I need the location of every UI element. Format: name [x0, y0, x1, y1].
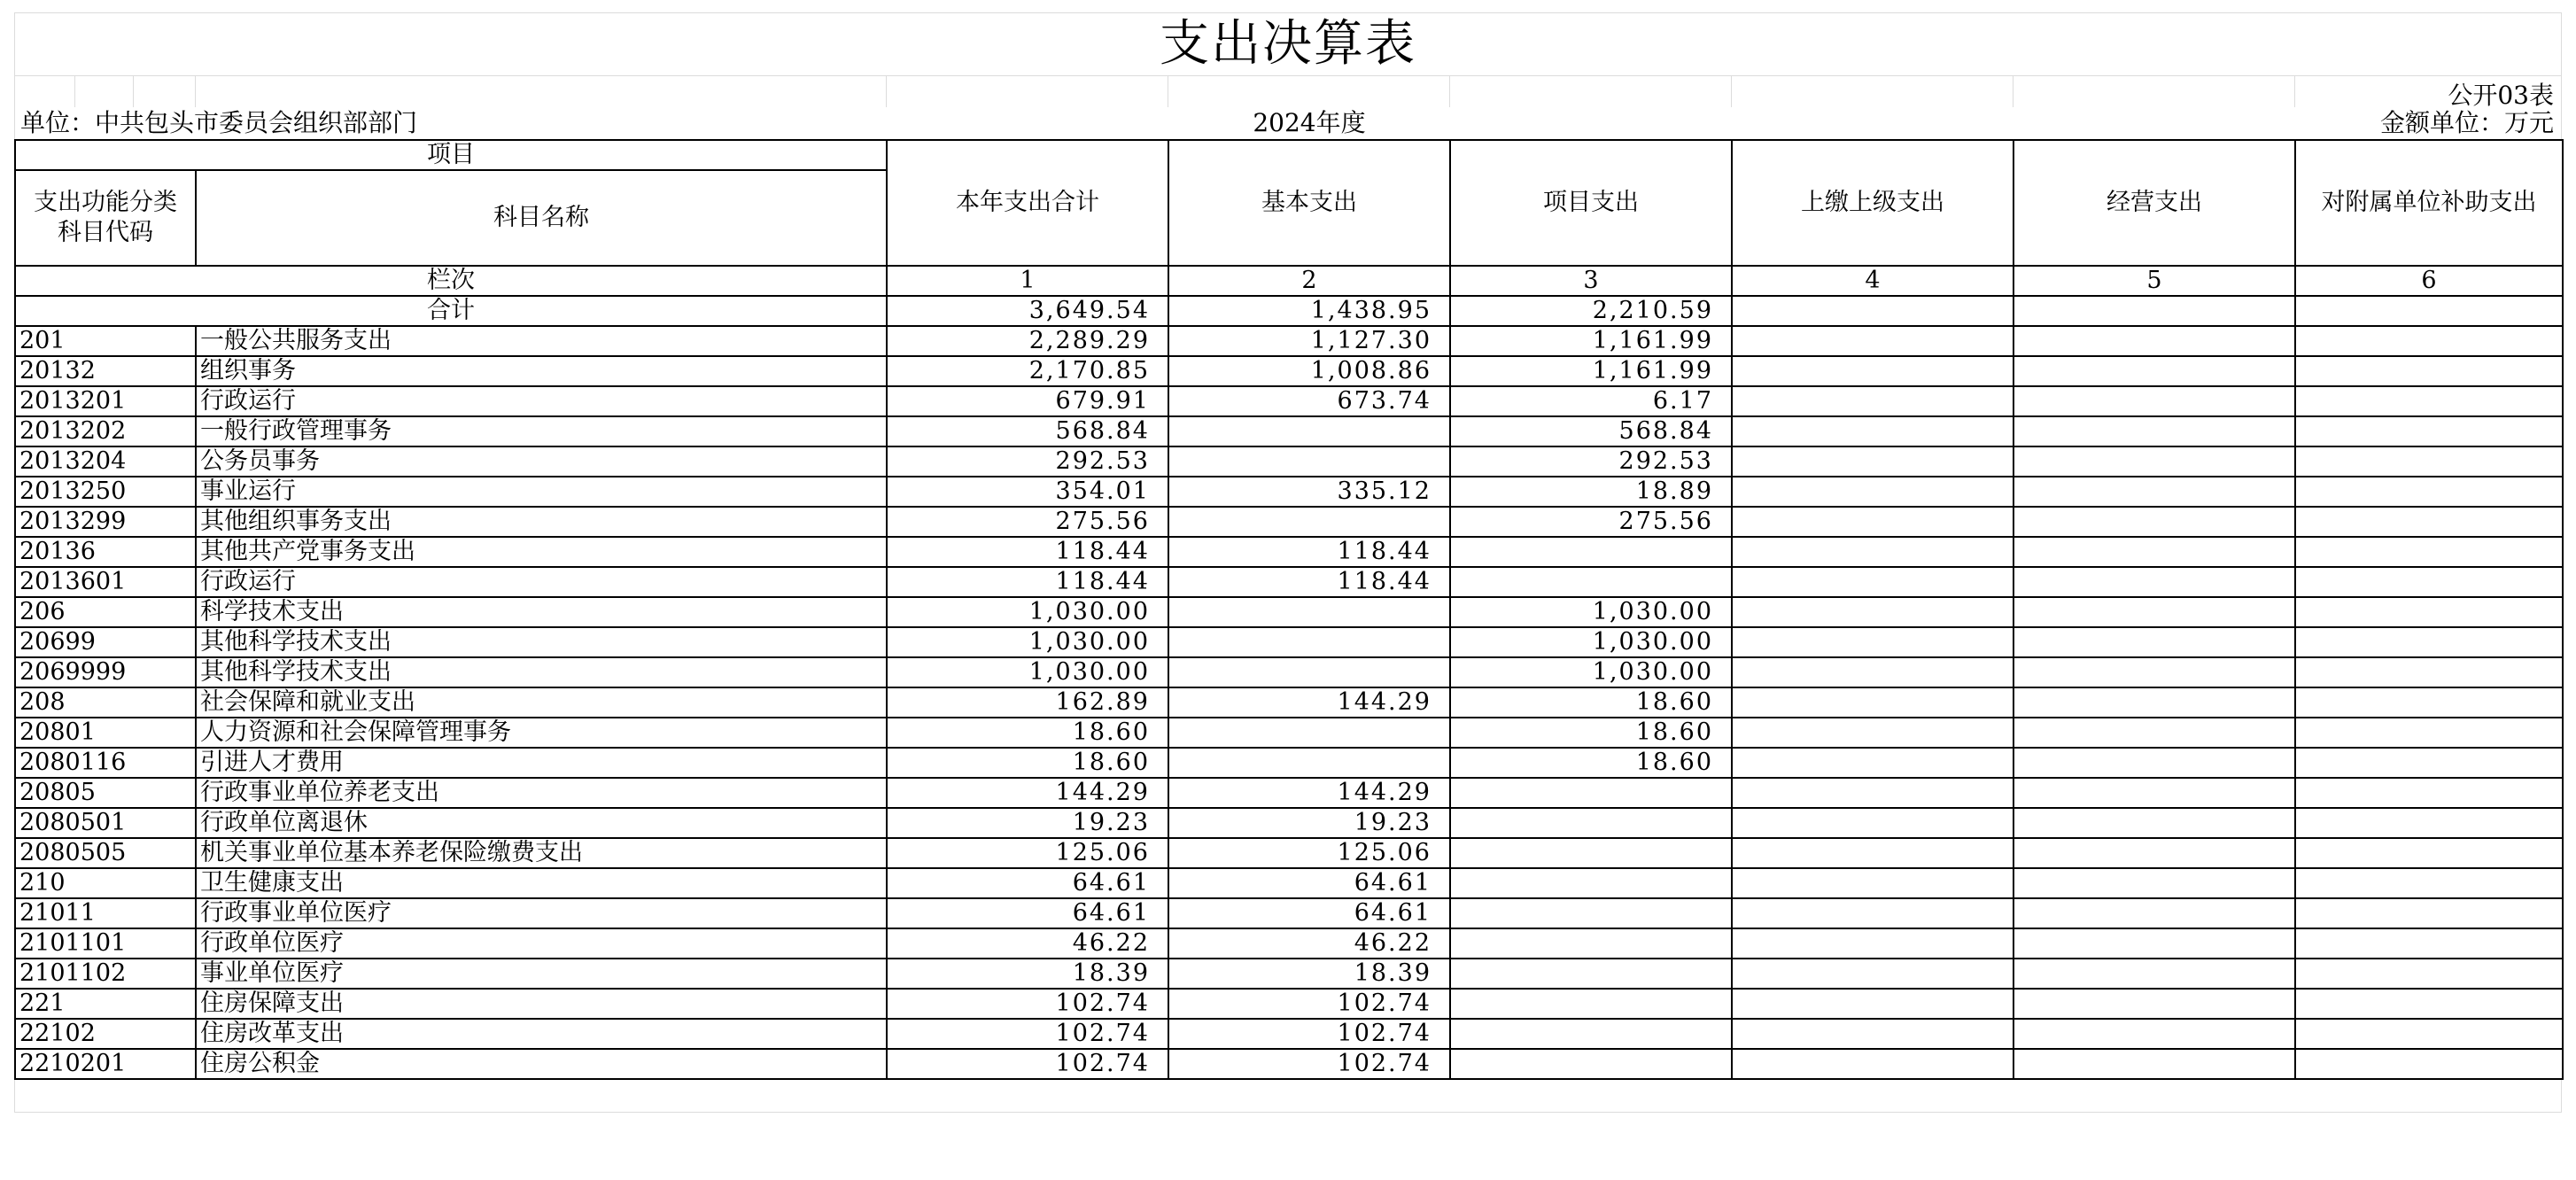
project-amount [1450, 898, 1732, 928]
subject-code: 2013299 [15, 507, 196, 537]
upper-amount [1732, 748, 2013, 778]
table-row [15, 657, 2563, 687]
project-amount [1450, 838, 1732, 868]
project-amount: 18.60 [1450, 687, 1732, 718]
subject-name: 其他组织事务支出 [196, 507, 887, 537]
col-total-header: 本年支出合计 [887, 140, 1168, 266]
total-amount: 1,030.00 [887, 597, 1168, 627]
upper-amount [1732, 296, 2013, 326]
table-row [15, 1019, 2563, 1049]
business-amount [2013, 687, 2295, 718]
subject-name: 行政运行 [196, 567, 887, 597]
row-index-label: 栏次 [15, 266, 887, 296]
subject-name: 事业单位医疗 [196, 959, 887, 989]
table-row [15, 778, 2563, 808]
upper-amount [1732, 778, 2013, 808]
table-row [15, 718, 2563, 748]
project-amount: 18.89 [1450, 477, 1732, 507]
col-business-header: 经营支出 [2013, 140, 2295, 266]
upper-amount [1732, 627, 2013, 657]
grid-cell [15, 75, 75, 107]
subsidy-amount [2295, 687, 2563, 718]
business-amount [2013, 778, 2295, 808]
table-row [15, 446, 2563, 477]
total-amount: 2,289.29 [887, 326, 1168, 356]
table-id: 公开03表 [2295, 75, 2562, 107]
subject-code: 2013201 [15, 386, 196, 416]
basic-amount: 673.74 [1168, 386, 1450, 416]
business-amount [2013, 326, 2295, 356]
upper-amount [1732, 687, 2013, 718]
upper-amount [1732, 1049, 2013, 1079]
subsidy-amount [2295, 326, 2563, 356]
business-amount [2013, 657, 2295, 687]
subject-code: 21011 [15, 898, 196, 928]
business-amount [2013, 537, 2295, 567]
subsidy-amount [2295, 386, 2563, 416]
basic-amount: 19.23 [1168, 808, 1450, 838]
total-label: 合计 [15, 296, 887, 326]
subject-code: 20136 [15, 537, 196, 567]
basic-amount [1168, 718, 1450, 748]
table-row [15, 386, 2563, 416]
table-row [15, 356, 2563, 386]
subject-name: 其他科学技术支出 [196, 627, 887, 657]
subject-name: 组织事务 [196, 356, 887, 386]
subject-name: 科学技术支出 [196, 597, 887, 627]
business-amount [2013, 477, 2295, 507]
subject-code: 206 [15, 597, 196, 627]
upper-amount [1732, 1019, 2013, 1049]
basic-amount: 102.74 [1168, 1019, 1450, 1049]
subsidy-amount [2295, 567, 2563, 597]
table-row [15, 748, 2563, 778]
project-amount [1450, 567, 1732, 597]
basic-amount [1168, 627, 1450, 657]
business-amount [2013, 868, 2295, 898]
subsidy-amount [2295, 838, 2563, 868]
basic-amount: 118.44 [1168, 537, 1450, 567]
project-amount [1450, 989, 1732, 1019]
total-amount: 18.60 [887, 748, 1168, 778]
subsidy-amount [2295, 1019, 2563, 1049]
grid-cell [1168, 75, 1450, 107]
basic-amount: 1,127.30 [1168, 326, 1450, 356]
subsidy-amount [2295, 356, 2563, 386]
subsidy-amount [2295, 748, 2563, 778]
subject-code: 2069999 [15, 657, 196, 687]
business-amount [2013, 808, 2295, 838]
subsidy-amount [2295, 808, 2563, 838]
subsidy-amount [2295, 657, 2563, 687]
fiscal-year: 2024年度 [1253, 108, 1366, 137]
subject-code: 2210201 [15, 1049, 196, 1079]
basic-amount: 102.74 [1168, 989, 1450, 1019]
project-amount [1450, 1049, 1732, 1079]
col-index: 6 [2295, 266, 2563, 296]
project-amount: 568.84 [1450, 416, 1732, 446]
upper-amount [1732, 507, 2013, 537]
total-amount: 354.01 [887, 477, 1168, 507]
grid-cell [75, 75, 134, 107]
project-amount: 275.56 [1450, 507, 1732, 537]
basic-amount: 18.39 [1168, 959, 1450, 989]
business-amount [2013, 1019, 2295, 1049]
subsidy-amount [2295, 1049, 2563, 1079]
basic-amount: 1,008.86 [1168, 356, 1450, 386]
subject-name: 住房保障支出 [196, 989, 887, 1019]
business-amount [2013, 1049, 2295, 1079]
total-amount: 64.61 [887, 898, 1168, 928]
project-amount: 1,030.00 [1450, 657, 1732, 687]
subject-name: 行政事业单位养老支出 [196, 778, 887, 808]
total-amount: 102.74 [887, 1019, 1168, 1049]
project-amount: 6.17 [1450, 386, 1732, 416]
table-row [15, 326, 2563, 356]
subject-name: 其他科学技术支出 [196, 657, 887, 687]
subsidy-amount [2295, 989, 2563, 1019]
subject-code: 2080501 [15, 808, 196, 838]
subsidy-amount [2295, 868, 2563, 898]
table-row [15, 1049, 2563, 1079]
col-upper-header: 上缴上级支出 [1732, 140, 2013, 266]
basic-amount [1168, 446, 1450, 477]
subject-code: 20132 [15, 356, 196, 386]
total-amount: 102.74 [887, 989, 1168, 1019]
col-subsidy-header: 对附属单位补助支出 [2295, 140, 2563, 266]
basic-amount: 144.29 [1168, 687, 1450, 718]
table-row [15, 477, 2563, 507]
table-row [15, 567, 2563, 597]
table-row [15, 898, 2563, 928]
subject-code: 2080505 [15, 838, 196, 868]
basic-amount: 64.61 [1168, 898, 1450, 928]
project-amount [1450, 959, 1732, 989]
total-amount: 19.23 [887, 808, 1168, 838]
project-amount [1450, 778, 1732, 808]
subject-code: 20699 [15, 627, 196, 657]
total-amount: 2,170.85 [887, 356, 1168, 386]
basic-amount [1168, 748, 1450, 778]
total-amount: 1,030.00 [887, 627, 1168, 657]
project-amount [1450, 537, 1732, 567]
table-row [15, 838, 2563, 868]
basic-amount [1168, 657, 1450, 687]
project-amount [1450, 1019, 1732, 1049]
subject-name-header: 科目名称 [196, 170, 887, 266]
blank-grid-row [14, 75, 2562, 110]
table-row [15, 687, 2563, 718]
basic-amount: 1,438.95 [1168, 296, 1450, 326]
grid-cell [2013, 75, 2295, 107]
col-index: 3 [1450, 266, 1732, 296]
table-row [15, 808, 2563, 838]
subject-code: 2013250 [15, 477, 196, 507]
business-amount [2013, 627, 2295, 657]
total-amount: 102.74 [887, 1049, 1168, 1079]
basic-amount: 118.44 [1168, 567, 1450, 597]
subject-code: 210 [15, 868, 196, 898]
upper-amount [1732, 959, 2013, 989]
col-index: 5 [2013, 266, 2295, 296]
table-row [15, 507, 2563, 537]
subsidy-amount [2295, 477, 2563, 507]
upper-amount [1732, 537, 2013, 567]
subsidy-amount [2295, 537, 2563, 567]
subject-name: 行政事业单位医疗 [196, 898, 887, 928]
subject-name: 机关事业单位基本养老保险缴费支出 [196, 838, 887, 868]
upper-amount [1732, 446, 2013, 477]
business-amount [2013, 898, 2295, 928]
total-amount: 3,649.54 [887, 296, 1168, 326]
grid-cell [1732, 75, 2013, 107]
project-amount: 1,161.99 [1450, 326, 1732, 356]
project-amount: 18.60 [1450, 748, 1732, 778]
subsidy-amount [2295, 296, 2563, 326]
blank-grid-row [14, 1080, 2562, 1113]
header-row [15, 140, 2563, 170]
business-amount [2013, 296, 2295, 326]
upper-amount [1732, 928, 2013, 959]
info-row [14, 107, 2562, 139]
total-amount: 18.60 [887, 718, 1168, 748]
subject-name: 社会保障和就业支出 [196, 687, 887, 718]
subsidy-amount [2295, 416, 2563, 446]
table-row [15, 928, 2563, 959]
upper-amount [1732, 838, 2013, 868]
grid-cell [134, 75, 196, 107]
business-amount [2013, 838, 2295, 868]
basic-amount: 125.06 [1168, 838, 1450, 868]
basic-amount: 46.22 [1168, 928, 1450, 959]
subject-name: 一般公共服务支出 [196, 326, 887, 356]
project-amount: 2,210.59 [1450, 296, 1732, 326]
col-basic-header: 基本支出 [1168, 140, 1450, 266]
subsidy-amount [2295, 778, 2563, 808]
unit-label: 单位：中共包头市委员会组织部部门 [20, 108, 418, 137]
col-index: 2 [1168, 266, 1450, 296]
business-amount [2013, 567, 2295, 597]
subject-code: 2013202 [15, 416, 196, 446]
basic-amount [1168, 597, 1450, 627]
business-amount [2013, 597, 2295, 627]
subsidy-amount [2295, 959, 2563, 989]
subject-code: 2013601 [15, 567, 196, 597]
business-amount [2013, 356, 2295, 386]
project-amount: 292.53 [1450, 446, 1732, 477]
business-amount [2013, 928, 2295, 959]
business-amount [2013, 446, 2295, 477]
basic-amount: 102.74 [1168, 1049, 1450, 1079]
table-row [15, 868, 2563, 898]
subject-name: 住房公积金 [196, 1049, 887, 1079]
upper-amount [1732, 477, 2013, 507]
business-amount [2013, 989, 2295, 1019]
subject-name: 行政运行 [196, 386, 887, 416]
subsidy-amount [2295, 928, 2563, 959]
col-project-header: 项目支出 [1450, 140, 1732, 266]
subsidy-amount [2295, 898, 2563, 928]
subject-code: 2013204 [15, 446, 196, 477]
upper-amount [1732, 718, 2013, 748]
subject-name: 住房改革支出 [196, 1019, 887, 1049]
basic-amount [1168, 507, 1450, 537]
project-amount [1450, 868, 1732, 898]
subsidy-amount [2295, 718, 2563, 748]
subject-name: 引进人才费用 [196, 748, 887, 778]
subject-name: 人力资源和社会保障管理事务 [196, 718, 887, 748]
table-row [15, 627, 2563, 657]
subsidy-amount [2295, 507, 2563, 537]
table-row [15, 597, 2563, 627]
upper-amount [1732, 868, 2013, 898]
subsidy-amount [2295, 597, 2563, 627]
total-amount: 679.91 [887, 386, 1168, 416]
basic-amount: 144.29 [1168, 778, 1450, 808]
upper-amount [1732, 326, 2013, 356]
subsidy-amount [2295, 627, 2563, 657]
amount-unit: 金额单位：万元 [2379, 108, 2554, 137]
subject-name: 行政单位医疗 [196, 928, 887, 959]
subject-code: 208 [15, 687, 196, 718]
business-amount [2013, 718, 2295, 748]
col-index: 1 [887, 266, 1168, 296]
basic-amount: 64.61 [1168, 868, 1450, 898]
upper-amount [1732, 597, 2013, 627]
subject-code: 221 [15, 989, 196, 1019]
subject-name: 其他共产党事务支出 [196, 537, 887, 567]
total-amount: 46.22 [887, 928, 1168, 959]
project-amount [1450, 928, 1732, 959]
code-header-line: 科目代码 [58, 219, 153, 246]
subject-name: 公务员事务 [196, 446, 887, 477]
code-header [15, 170, 196, 266]
basic-amount: 335.12 [1168, 477, 1450, 507]
upper-amount [1732, 386, 2013, 416]
subsidy-amount [2295, 446, 2563, 477]
total-amount: 292.53 [887, 446, 1168, 477]
business-amount [2013, 959, 2295, 989]
grid-cell [1450, 75, 1732, 107]
upper-amount [1732, 989, 2013, 1019]
total-amount: 568.84 [887, 416, 1168, 446]
upper-amount [1732, 808, 2013, 838]
table-row [15, 416, 2563, 446]
total-amount: 1,030.00 [887, 657, 1168, 687]
subject-code: 2101102 [15, 959, 196, 989]
upper-amount [1732, 657, 2013, 687]
code-header-line: 支出功能分类 [34, 189, 177, 216]
total-row [15, 296, 2563, 326]
grid-cell [887, 75, 1168, 107]
total-amount: 144.29 [887, 778, 1168, 808]
grid-cell [196, 75, 887, 107]
upper-amount [1732, 416, 2013, 446]
total-amount: 64.61 [887, 868, 1168, 898]
expenditure-table [14, 139, 2564, 1080]
total-amount: 18.39 [887, 959, 1168, 989]
subject-code: 20801 [15, 718, 196, 748]
project-amount [1450, 808, 1732, 838]
upper-amount [1732, 356, 2013, 386]
total-amount: 125.06 [887, 838, 1168, 868]
project-amount: 1,030.00 [1450, 597, 1732, 627]
subject-code: 22102 [15, 1019, 196, 1049]
project-amount: 1,030.00 [1450, 627, 1732, 657]
table-row [15, 537, 2563, 567]
table-row [15, 989, 2563, 1019]
subject-code: 201 [15, 326, 196, 356]
project-amount: 18.60 [1450, 718, 1732, 748]
page-title: 支出决算表 [14, 12, 2562, 75]
business-amount [2013, 507, 2295, 537]
subject-code: 2101101 [15, 928, 196, 959]
project-amount: 1,161.99 [1450, 356, 1732, 386]
subject-code: 2080116 [15, 748, 196, 778]
subject-name: 事业运行 [196, 477, 887, 507]
subject-name: 一般行政管理事务 [196, 416, 887, 446]
total-amount: 275.56 [887, 507, 1168, 537]
basic-amount [1168, 416, 1450, 446]
table-row [15, 959, 2563, 989]
subject-name: 卫生健康支出 [196, 868, 887, 898]
business-amount [2013, 386, 2295, 416]
project-header: 项目 [15, 140, 887, 170]
upper-amount [1732, 898, 2013, 928]
total-amount: 118.44 [887, 537, 1168, 567]
index-row [15, 266, 2563, 296]
upper-amount [1732, 567, 2013, 597]
subject-name: 行政单位离退休 [196, 808, 887, 838]
business-amount [2013, 748, 2295, 778]
subject-code: 20805 [15, 778, 196, 808]
spreadsheet [14, 12, 2562, 1113]
col-index: 4 [1732, 266, 2013, 296]
total-amount: 162.89 [887, 687, 1168, 718]
business-amount [2013, 416, 2295, 446]
total-amount: 118.44 [887, 567, 1168, 597]
